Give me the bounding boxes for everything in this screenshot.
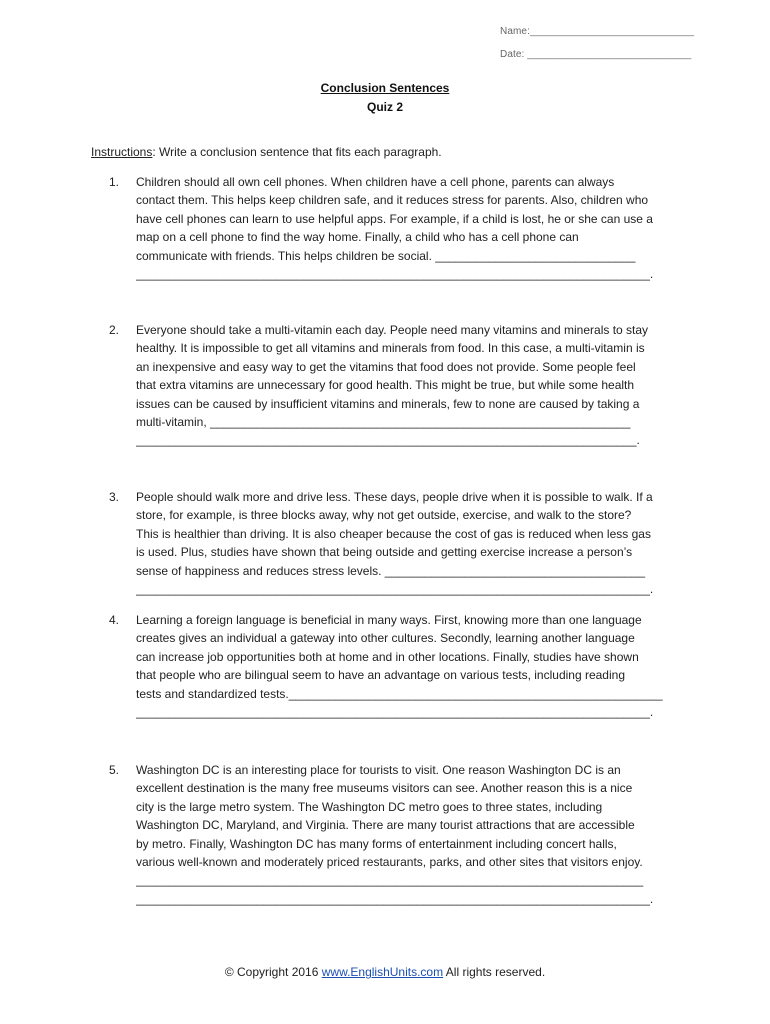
answer-line[interactable]: _____________________________________________________________________________. (136, 582, 654, 597)
paragraph-line: creates gives an individual a gateway into other cultures. Secondly, learning another language (136, 631, 635, 646)
instructions (91, 145, 442, 159)
instructions-text: : Write a conclusion sentence that fits each paragraph. (152, 145, 442, 159)
copyright-footer (0, 965, 770, 979)
question-paragraph (136, 173, 691, 283)
question-number: 5. (109, 763, 120, 777)
copyright-prefix: © Copyright 2016 (224, 965, 322, 979)
paragraph-line: This is healthier than driving. It is also cheaper because the cost of gas is reduced when less gas (136, 526, 651, 541)
paragraph-line: can increase job opportunities both at home and in other locations. Finally, studies have shown (136, 649, 639, 664)
question-number: 1. (109, 175, 120, 189)
answer-line[interactable]: multi-vitamin, _______________________________________________________________ (136, 415, 631, 430)
question-paragraph (136, 761, 691, 908)
paragraph-line: Washington DC is an interesting place for tourists to visit. One reason Washington DC is an (136, 763, 621, 777)
answer-line[interactable]: _____________________________________________________________________________. (136, 705, 654, 720)
answer-line[interactable]: communicate with friends. This helps children be social. ______________________________ (136, 248, 636, 263)
date-field: Date: _____________________________ (500, 49, 692, 60)
paragraph-line: city is the large metro system. The Washington DC metro goes to three states, including (136, 799, 603, 814)
paragraph-line: an inexpensive and easy way to get the vitamins that food does not provide. Some people feel (136, 359, 636, 374)
answer-line[interactable]: _____________________________________________________________________________. (136, 267, 654, 282)
question-paragraph (136, 611, 691, 721)
paragraph-line: store, for example, is three blocks away, why not get outside, exercise, and walk to the store? (136, 508, 632, 523)
paragraph-line: People should walk more and drive less. These days, people drive when it is possible to walk. If a (136, 490, 653, 504)
paragraph-line: Children should all own cell phones. When children have a cell phone, parents can always (136, 175, 615, 189)
paragraph-line: that extra vitamins are unnecessary for good health. This might be true, but while some health (136, 378, 635, 393)
paragraph-line: is used. Plus, studies have shown that being outside and getting exercise increase a person’s (136, 545, 633, 560)
question-paragraph (136, 321, 691, 450)
paragraph-line: excellent destination is the many free museums visitors can see. Another reason this is a nice (136, 781, 633, 796)
paragraph-line: map on a cell phone to find the way home. Finally, a child who has a cell phone can (136, 230, 579, 245)
paragraph-line: Everyone should take a multi-vitamin each day. People need many vitamins and minerals to stay (136, 323, 649, 337)
page-title: Conclusion Sentences (320, 81, 450, 95)
instructions-label: Instructions (91, 145, 153, 159)
paragraph-line: by metro. Finally, Washington DC has many forms of entertainment including concert halls, (136, 836, 617, 851)
question-number: 3. (109, 490, 120, 504)
copyright-suffix: All rights reserved. (443, 965, 546, 979)
question-number: 4. (109, 613, 120, 627)
worksheet-title (0, 79, 770, 117)
answer-line[interactable]: ___________________________________________________________________________. (136, 433, 640, 448)
paragraph-line: Washington DC, Maryland, and Virginia. There are many tourist attractions that are accessible (136, 818, 635, 833)
question-number: 2. (109, 323, 120, 337)
paragraph-line: have cell phones can learn to use helpful apps. For example, if a child is lost, he or she can use a (136, 211, 653, 226)
paragraph-line: various well-known and moderately priced restaurants, parks, and other sites that visitors enjoy. (136, 855, 643, 870)
answer-line[interactable]: ____________________________________________________________________________ (136, 873, 644, 888)
paragraph-line: issues can be caused by insufficient vitamins and minerals, few to none are caused by taking a (136, 396, 640, 411)
answer-line[interactable]: tests and standardized tests.________________________________________________________ (136, 686, 663, 701)
answer-line[interactable]: _____________________________________________________________________________. (136, 891, 654, 906)
paragraph-line: that people who are bilingual seem to have an advantage on various tests, including reading (136, 668, 625, 683)
website-link[interactable]: www.EnglishUnits.com (321, 965, 444, 979)
paragraph-line: healthy. It is impossible to get all vitamins and minerals from food. In this case, a multi-vitamin is (136, 341, 645, 356)
page-subtitle: Quiz 2 (366, 100, 403, 114)
name-field: Name:_____________________________ (500, 26, 695, 37)
question-paragraph (136, 488, 691, 598)
paragraph-line: Learning a foreign language is beneficial in many ways. First, knowing more than one language (136, 613, 642, 627)
paragraph-line: contact them. This helps keep children safe, and it reduces stress for parents. Also, children who (136, 193, 649, 208)
answer-line[interactable]: sense of happiness and reduces stress levels. _______________________________________ (136, 563, 646, 578)
